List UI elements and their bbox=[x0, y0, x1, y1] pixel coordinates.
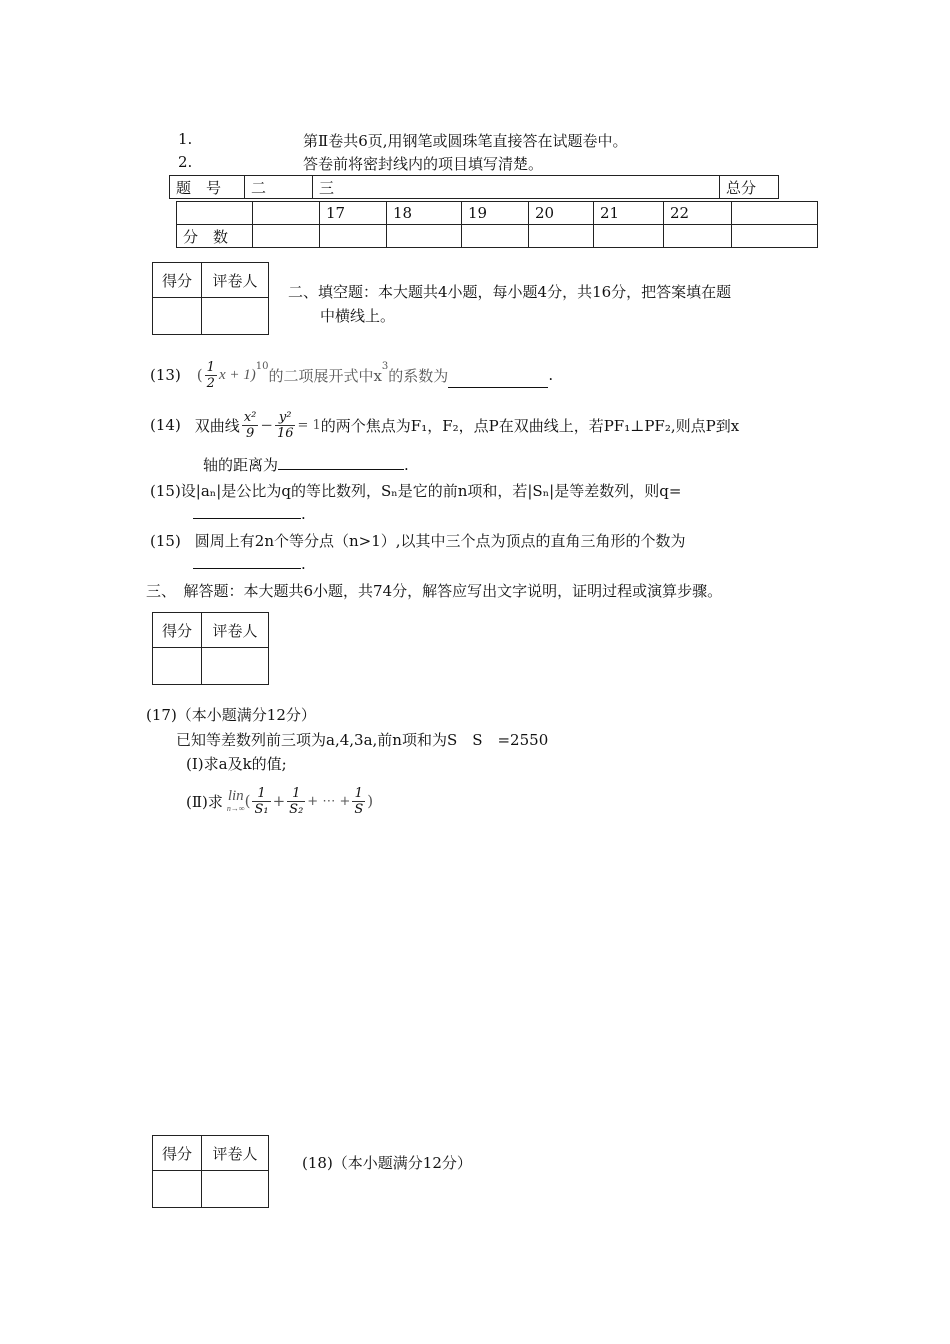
score-cell[interactable] bbox=[732, 225, 818, 248]
q14-pre: 双曲线 bbox=[194, 416, 240, 435]
q17-header: (17)（本小题满分12分） bbox=[146, 706, 316, 724]
num-20: 20 bbox=[529, 202, 594, 225]
score-table-header-row bbox=[170, 176, 779, 199]
grader-name-label: 评卷人 bbox=[202, 613, 269, 648]
question-14 bbox=[150, 405, 739, 445]
section2-title: 二、填空题：本大题共4小题，每小题4分，共16分，把答案填在题 bbox=[288, 283, 732, 301]
grader-box-1 bbox=[152, 262, 269, 335]
question-15b bbox=[150, 530, 686, 551]
grader-score-label: 得分 bbox=[153, 613, 202, 648]
q18-header: (18)（本小题满分12分） bbox=[302, 1154, 472, 1172]
q13-paren: ( bbox=[196, 366, 203, 384]
q15a-text: 设|aₙ|是公比为q的等比数列，Sₙ是它的前n项和，若|Sₙ|是等差数列，则q= bbox=[180, 482, 682, 500]
q15b-num: (15) bbox=[150, 532, 181, 550]
grader-score-label: 得分 bbox=[153, 263, 202, 298]
num-17: 17 bbox=[320, 202, 387, 225]
score-cell[interactable] bbox=[529, 225, 594, 248]
san-cell: 三 bbox=[313, 176, 720, 199]
q17-part2 bbox=[186, 778, 373, 824]
q17-paren-close: ) bbox=[367, 792, 374, 810]
q15a-end: . bbox=[301, 505, 306, 523]
num-21: 21 bbox=[594, 202, 664, 225]
q13-text-end: 的系数为 bbox=[388, 366, 449, 385]
q13-power: 10 bbox=[255, 361, 269, 372]
score-cell[interactable] bbox=[664, 225, 732, 248]
total-cell: 总分 bbox=[720, 176, 779, 199]
q13-text: 的二项展开式中x bbox=[268, 366, 382, 385]
q14-line2-text: 轴的距离为 bbox=[203, 456, 279, 474]
num-18: 18 bbox=[387, 202, 462, 225]
q17-part2-label: (Ⅱ)求 bbox=[186, 792, 223, 811]
grader-box-3 bbox=[152, 1135, 269, 1208]
grader-name-cell[interactable] bbox=[202, 298, 269, 335]
q15b-end: . bbox=[301, 555, 306, 573]
q13-text-pow: 3 bbox=[381, 361, 389, 372]
er-cell: 二 bbox=[245, 176, 313, 199]
grader-name-cell[interactable] bbox=[202, 1171, 269, 1208]
score-table bbox=[169, 175, 779, 199]
q14-end: . bbox=[404, 456, 409, 474]
q17-line1: 已知等差数列前三项为a,4,3a,前n项和为S S =2550 bbox=[176, 731, 549, 749]
num-19: 19 bbox=[462, 202, 529, 225]
q14-minus: − bbox=[260, 416, 273, 434]
q17-part1: (Ⅰ)求a及k的值; bbox=[186, 755, 287, 773]
tihao-cell: 题 号 bbox=[170, 176, 245, 199]
note-2 bbox=[178, 153, 192, 171]
note-2-num: 2. bbox=[178, 153, 193, 171]
q14-line2 bbox=[203, 454, 409, 475]
q14-answer-blank[interactable] bbox=[278, 455, 404, 470]
q17-term-2: $\frac{1}{\text{S₂}}$ bbox=[289, 785, 304, 817]
q17-dots: + ⋯ + bbox=[307, 793, 351, 809]
score-label: 分 数 bbox=[177, 225, 253, 248]
score-cell[interactable] bbox=[253, 225, 320, 248]
q17-limit: lin n→∞ bbox=[226, 788, 245, 813]
grader-score-cell[interactable] bbox=[153, 298, 202, 335]
section3-title: 三、 解答题：本大题共6小题，共74分，解答应写出文字说明，证明过程或演算步骤。 bbox=[146, 582, 723, 600]
number-row bbox=[177, 202, 818, 225]
q13-end: . bbox=[548, 366, 554, 384]
score-row bbox=[177, 225, 818, 248]
q13-expr: x + 1) bbox=[218, 366, 256, 383]
q14-text: 的两个焦点为F₁，F₂，点P在双曲线上，若PF₁⊥PF₂,则点P到x bbox=[320, 416, 740, 435]
q14-eq: = 1 bbox=[297, 417, 321, 433]
score-cell[interactable] bbox=[594, 225, 664, 248]
q14-num: (14) bbox=[150, 416, 181, 434]
grader-score-label: 得分 bbox=[153, 1136, 202, 1171]
section2-title-cont: 中横线上。 bbox=[320, 307, 396, 325]
q13-num: (13) bbox=[150, 366, 181, 384]
grader-name-label: 评卷人 bbox=[202, 1136, 269, 1171]
q13-answer-blank[interactable] bbox=[448, 373, 548, 388]
q14-fraction-1: $\frac{\text{x²}}{9}$ bbox=[243, 409, 257, 441]
grader-box-2 bbox=[152, 612, 269, 685]
q15b-line2 bbox=[193, 554, 306, 573]
q13-fraction: $\frac{1}{2}$ bbox=[206, 359, 215, 391]
q15b-text: 圆周上有2n个等分点（n>1）,以其中三个点为顶点的直角三角形的个数为 bbox=[194, 532, 686, 550]
grader-score-cell[interactable] bbox=[153, 648, 202, 685]
note-1-text: 第Ⅱ卷共6页,用钢笔或圆珠笔直接答在试题卷中。 bbox=[303, 132, 628, 150]
q15a-num: (15) bbox=[150, 482, 181, 500]
grader-name-cell[interactable] bbox=[202, 648, 269, 685]
question-15a bbox=[150, 480, 681, 501]
q15a-line2 bbox=[193, 504, 306, 523]
q15b-answer-blank[interactable] bbox=[193, 554, 301, 569]
num-22: 22 bbox=[664, 202, 732, 225]
q17-plus: + bbox=[272, 792, 286, 810]
question-13 bbox=[150, 355, 553, 395]
q17-term-3: $\frac{1}{S}$ bbox=[354, 785, 364, 817]
grader-name-label: 评卷人 bbox=[202, 263, 269, 298]
score-cell[interactable] bbox=[462, 225, 529, 248]
score-cell[interactable] bbox=[320, 225, 387, 248]
note-2-text: 答卷前将密封线内的项目填写清楚。 bbox=[303, 155, 544, 173]
q15a-answer-blank[interactable] bbox=[193, 504, 301, 519]
note-1-num: 1. bbox=[178, 130, 193, 148]
score-cell[interactable] bbox=[387, 225, 462, 248]
grader-score-cell[interactable] bbox=[153, 1171, 202, 1208]
q17-term-1: $\frac{1}{\text{S₁}}$ bbox=[254, 785, 269, 817]
score-table-body bbox=[176, 201, 818, 248]
note-1 bbox=[178, 130, 192, 148]
q14-fraction-2: $\frac{\text{y²}}{16}$ bbox=[276, 409, 294, 441]
q17-paren-open: ( bbox=[244, 792, 251, 810]
